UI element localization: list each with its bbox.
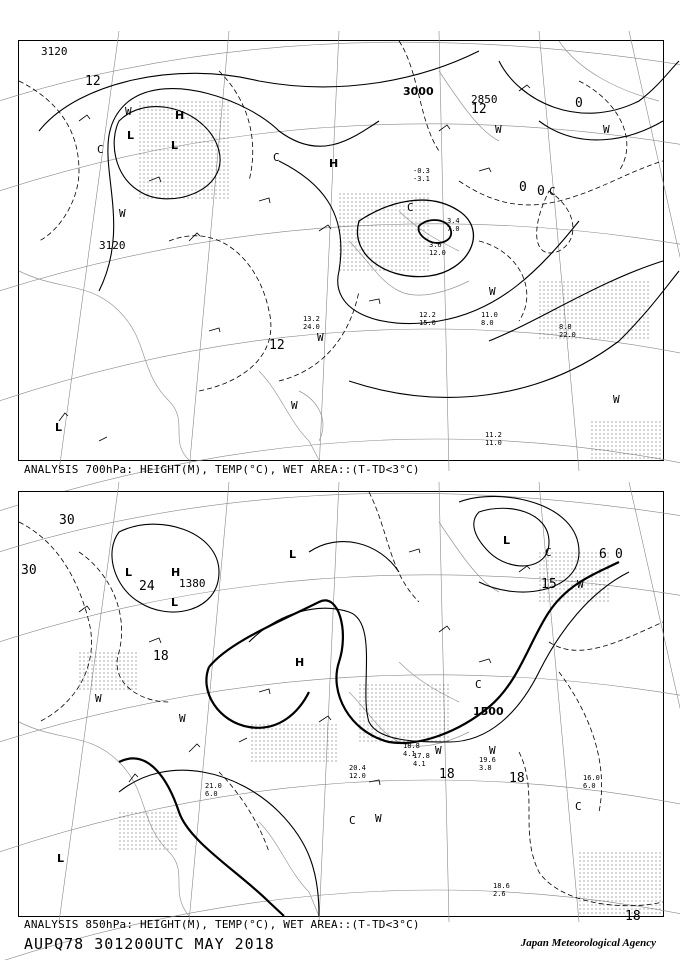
station-obs-value: 21.0 — [205, 782, 222, 790]
isotherm-label: 12 — [85, 74, 101, 89]
station-obs-value: 7.0 — [447, 225, 460, 233]
station-obs-value: 12.0 — [349, 772, 366, 780]
pressure-center: L — [171, 139, 179, 152]
station-obs-value: 20.4 — [349, 764, 366, 772]
station-obs-value: 11.0 — [485, 439, 502, 447]
warm-marker: W — [489, 744, 496, 757]
caption-700hpa: ANALYSIS 700hPa: HEIGHT(M), TEMP(°C), WET AREA::(T-TD<3°C) — [24, 463, 420, 476]
isotherm-label: 0 — [537, 184, 545, 199]
cold-marker: C — [273, 151, 280, 164]
warm-marker: W — [603, 123, 610, 136]
station-obs-value: -0.3 — [413, 167, 430, 175]
station-observations — [205, 742, 600, 898]
cold-marker: C — [475, 678, 482, 691]
station-obs-value: 16.0 — [583, 774, 600, 782]
station-obs-value: 8.8 — [559, 323, 572, 331]
station-obs-value: 4.1 — [403, 750, 416, 758]
isotherm-label: 18 — [439, 767, 455, 782]
map-850hpa — [19, 492, 663, 924]
station-obs-value: 8.0 — [481, 319, 494, 327]
pressure-center: L — [57, 852, 65, 865]
station-obs-value: -3.1 — [413, 175, 430, 183]
cold-marker: C — [545, 546, 552, 559]
station-obs-value: 3.8 — [479, 764, 492, 772]
cold-marker: C — [349, 814, 356, 827]
warm-marker: W — [125, 105, 132, 118]
contour-label: 1380 — [179, 577, 206, 590]
isotherm-label: 0 — [615, 547, 623, 562]
agency-name: Japan Meteorological Agency — [520, 937, 656, 949]
station-obs-value: 2.6 — [493, 890, 506, 898]
contour-label: 3000 — [403, 85, 434, 98]
isotherm-label: 30 — [21, 563, 37, 578]
isotherm-label: 12 — [471, 102, 487, 117]
pressure-center: L — [503, 534, 511, 547]
station-obs-value: 6.0 — [205, 790, 218, 798]
contour-label: 2850 — [471, 93, 498, 106]
warm-marker: W — [317, 331, 324, 344]
pressure-center: L — [55, 421, 63, 434]
isotherm-label: 12 — [269, 338, 285, 353]
chart-700hpa — [18, 40, 664, 461]
contour-label: 3120 — [41, 45, 68, 58]
warm-marker: W — [119, 207, 126, 220]
warm-marker: W — [577, 578, 584, 591]
station-obs-value: 13.2 — [303, 315, 320, 323]
cold-marker: C — [575, 800, 582, 813]
station-obs-value: 18.8 — [403, 742, 420, 750]
isotherm-label: 6 — [599, 547, 607, 562]
station-obs-value: 15.0 — [419, 319, 436, 327]
wet-area — [139, 101, 663, 460]
pressure-center: H — [175, 109, 185, 122]
pressure-center: H — [329, 157, 339, 170]
contour-label: 1500 — [473, 705, 504, 718]
pressure-center: L — [127, 129, 135, 142]
cold-marker: C — [97, 143, 104, 156]
warm-marker: W — [291, 399, 298, 412]
isotherm-label: 30 — [59, 513, 75, 528]
station-obs-value: 12.2 — [419, 311, 436, 319]
isotherm-label: 15 — [541, 577, 557, 592]
warm-marker: W — [95, 692, 102, 705]
pressure-center: H — [171, 566, 181, 579]
isotherm-label: 24 — [139, 579, 155, 594]
pressure-center: L — [171, 596, 179, 609]
station-obs-value: 11.2 — [485, 431, 502, 439]
warm-marker: W — [435, 744, 442, 757]
chart-850hpa — [18, 491, 664, 924]
station-obs-value: 24.0 — [303, 323, 320, 331]
contour-label: 3120 — [99, 239, 126, 252]
warm-marker: W — [489, 285, 496, 298]
map-700hpa — [19, 41, 663, 460]
station-obs-value: 12.0 — [429, 249, 446, 257]
isotherm-label: 18 — [625, 909, 641, 924]
station-obs-value: 3.6 — [429, 241, 442, 249]
pressure-center: H — [295, 656, 305, 669]
caption-850hpa: ANALYSIS 850hPa: HEIGHT(M), TEMP(°C), WET AREA::(T-TD<3°C) — [24, 918, 420, 931]
station-obs-value: 19.6 — [479, 756, 496, 764]
warm-marker: W — [179, 712, 186, 725]
warm-marker: W — [613, 393, 620, 406]
station-obs-value: 11.0 — [481, 311, 498, 319]
cold-marker: C — [407, 201, 414, 214]
station-obs-value: 6.0 — [583, 782, 596, 790]
station-obs-value: 4.1 — [413, 760, 426, 768]
warm-marker: W — [495, 123, 502, 136]
pressure-center: L — [125, 566, 133, 579]
isotherm-label: 18 — [509, 771, 525, 786]
warm-marker: W — [375, 812, 382, 825]
isotherm-label: 18 — [153, 649, 169, 664]
station-obs-value: 17.8 — [413, 752, 430, 760]
chart-code-date: AUPQ78 301200UTC MAY 2018 — [24, 935, 275, 953]
station-obs-value: 3.4 — [447, 217, 460, 225]
cold-marker: C — [549, 185, 556, 198]
station-obs-value: 18.6 — [493, 882, 510, 890]
station-obs-value: 22.0 — [559, 331, 576, 339]
pressure-center: L — [289, 548, 297, 561]
isotherm-label: 0 — [519, 180, 527, 195]
isotherm-label: 0 — [575, 96, 583, 111]
